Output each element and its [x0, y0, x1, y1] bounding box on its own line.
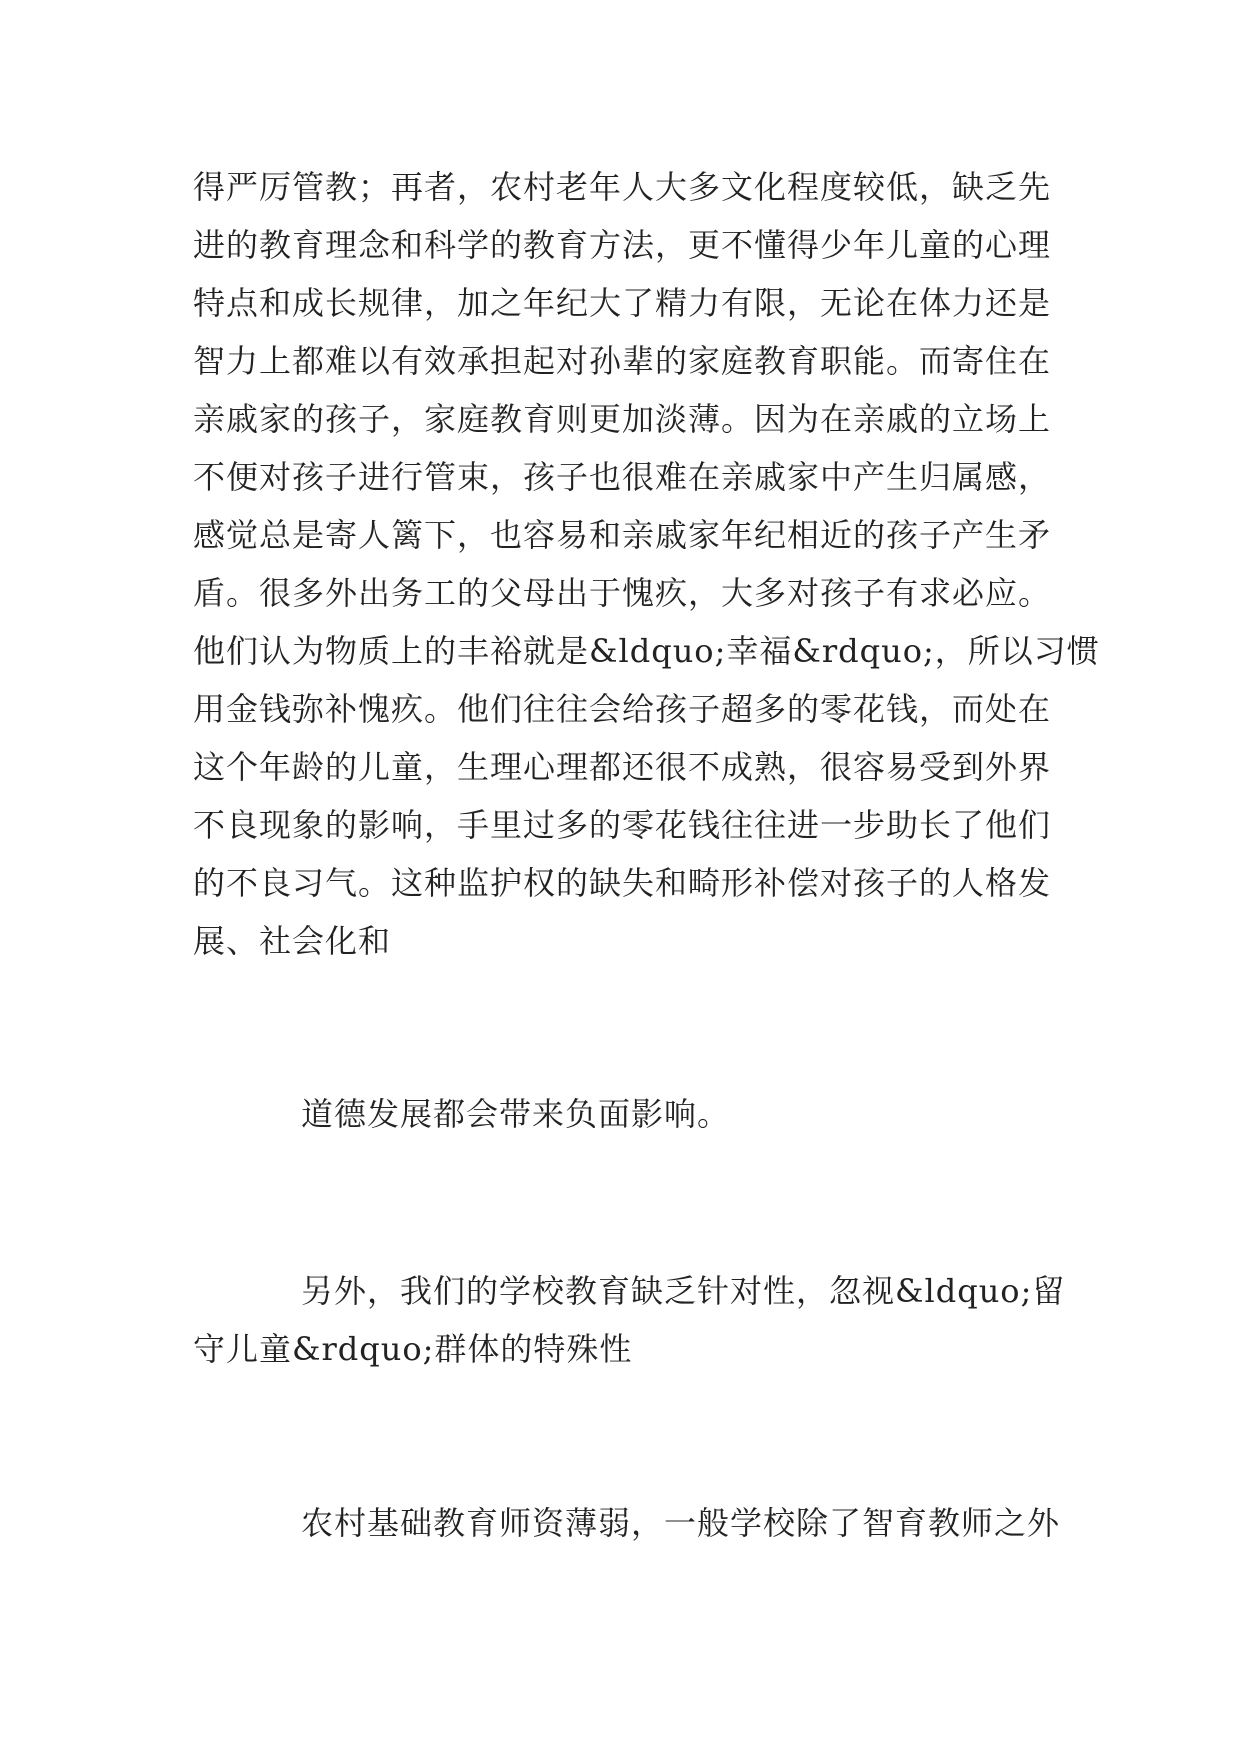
text-line: 特点和成长规律，加之年纪大了精力有限，无论在体力还是 [193, 284, 1052, 322]
text-line: 不良现象的影响，手里过多的零花钱往往进一步助长了他们 [193, 806, 1052, 844]
text-line: 得严厉管教；再者，农村老年人大多文化程度较低，缺乏先 [193, 168, 1052, 206]
text-line: 用金钱弥补愧疚。他们往往会给孩子超多的零花钱，而处在 [193, 690, 1052, 728]
text-line: 进的教育理念和科学的教育方法，更不懂得少年儿童的心理 [193, 226, 1052, 264]
text-line: 农村基础教育师资薄弱，一般学校除了智育教师之外 [301, 1504, 1061, 1542]
paragraph-3 [193, 1262, 1066, 1378]
text-line: 盾。很多外出务工的父母出于愧疚，大多对孩子有求必应。 [193, 574, 1052, 612]
text-line: 展、社会化和 [193, 922, 392, 960]
text-line: 的不良习气。这种监护权的缺失和畸形补偿对孩子的人格发 [193, 864, 1052, 902]
text-line: 他们认为物质上的丰裕就是&ldquo;幸福&rdquo;，所以习惯 [193, 632, 1100, 670]
text-line: 感觉总是寄人篱下，也容易和亲戚家年纪相近的孩子产生矛 [193, 516, 1052, 554]
text-line: 道德发展都会带来负面影响。 [301, 1095, 731, 1133]
paragraph-4 [193, 1494, 1063, 1552]
text-line: 守儿童&rdquo;群体的特殊性 [193, 1330, 633, 1368]
text-line: 另外，我们的学校教育缺乏针对性，忽视&ldquo;留 [301, 1272, 1066, 1310]
text-line: 这个年龄的儿童，生理心理都还很不成熟，很容易受到外界 [193, 748, 1052, 786]
paragraph-1 [193, 158, 1100, 970]
text-line: 不便对孩子进行管束，孩子也很难在亲戚家中产生归属感， [193, 458, 1052, 496]
paragraph-2 [193, 1085, 1063, 1143]
text-line: 亲戚家的孩子，家庭教育则更加淡薄。因为在亲戚的立场上 [193, 400, 1052, 438]
text-line: 智力上都难以有效承担起对孙辈的家庭教育职能。而寄住在 [193, 342, 1052, 380]
